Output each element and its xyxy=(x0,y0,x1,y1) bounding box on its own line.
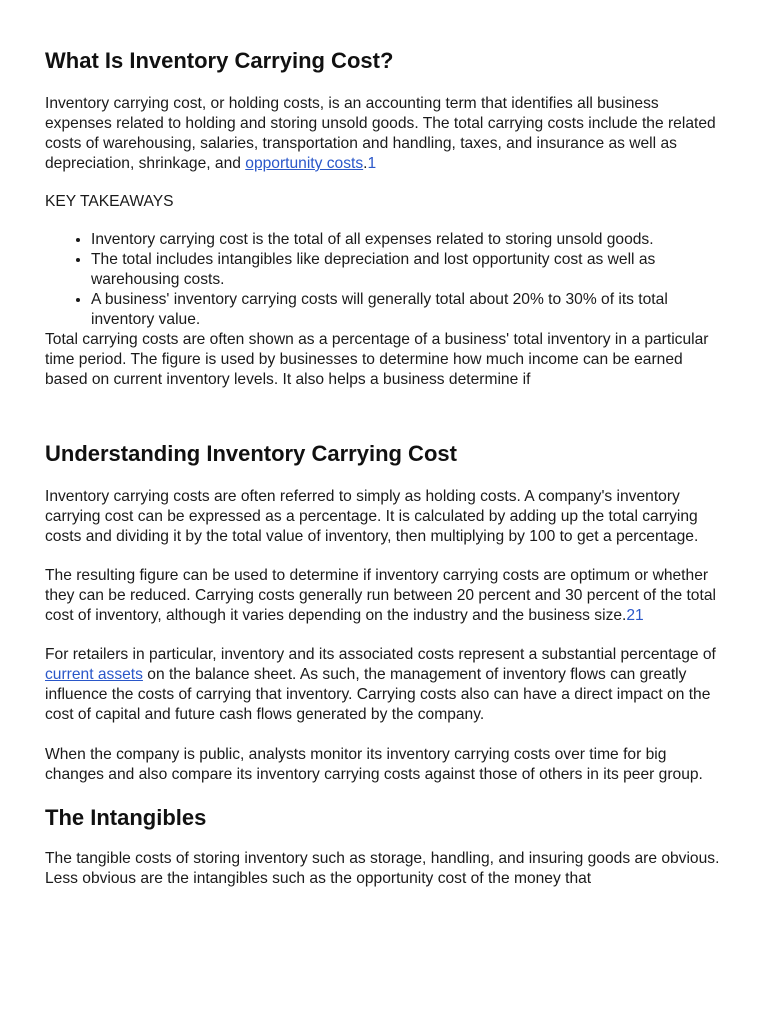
section-title-what-is: What Is Inventory Carrying Cost? xyxy=(45,48,394,73)
key-takeaways-label: KEY TAKEAWAYS xyxy=(45,193,174,210)
document-page xyxy=(45,0,725,889)
citation-ref-21[interactable]: 21 xyxy=(626,607,644,624)
understanding-paragraph-3-before: For retailers in particular, inventory and its associated costs represent a substantial percentage of xyxy=(45,646,716,663)
opportunity-costs-link[interactable]: opportunity costs xyxy=(245,155,364,172)
takeaway-item: • Inventory carrying cost is the total of all expenses related to storing unsold goods. xyxy=(91,230,725,250)
intro-paragraph xyxy=(45,94,725,174)
intro-period: . xyxy=(363,155,368,172)
takeaways-list xyxy=(45,230,725,330)
understanding-paragraph-3 xyxy=(45,645,725,725)
intro-text: Inventory carrying cost, or holding costs, is an accounting term that identifies all business expenses related to holding and storing unsold goods. The total carrying costs include the related costs of warehousing, salaries, transportation and handling, taxes, and insurance as well as depreciation, shrinkage, and xyxy=(45,95,716,172)
understanding-paragraph-2 xyxy=(45,566,725,626)
understanding-paragraph-2-text: The resulting figure can be used to determine if inventory carrying costs are optimum or whether they can be reduced. Carrying costs generally run between 20 percent and 30 percent of the total cost of inventory, although it varies depending on the industry and the business size. xyxy=(45,567,716,624)
understanding-paragraph-4: When the company is public, analysts monitor its inventory carrying costs over time for big changes and also compare its inventory carrying costs against those of others in its peer group. xyxy=(45,746,703,783)
intangibles-paragraph-1: The tangible costs of storing inventory such as storage, handling, and insuring goods are obvious. Less obvious are the intangibles such as the opportunity cost of the money that xyxy=(45,850,720,887)
takeaway-item: • A business' inventory carrying costs will generally total about 20% to 30% of its total inventory value. xyxy=(91,290,725,330)
section-title-intangibles: The Intangibles xyxy=(45,805,207,830)
total-costs-paragraph: Total carrying costs are often shown as a percentage of a business' total inventory in a particular time period. The figure is used by businesses to determine how much income can be earned based on current inventory levels. It also helps a business determine if xyxy=(45,331,709,388)
takeaway-item: • The total includes intangibles like depreciation and lost opportunity cost as well as warehousing costs. xyxy=(91,250,725,290)
understanding-paragraph-1: Inventory carrying costs are often referred to simply as holding costs. A company's inventory carrying cost can be expressed as a percentage. It is calculated by adding up the total carrying costs and dividing it by the total value of inventory, then multiplying by 100 to get a percentage. xyxy=(45,488,699,545)
understanding-paragraph-3-after: on the balance sheet. As such, the management of inventory flows can greatly influence the costs of carrying that inventory. Carrying costs also can have a direct impact on the cost of capital and future cash flows generated by the company. xyxy=(45,666,711,723)
current-assets-link[interactable]: current assets xyxy=(45,666,143,683)
section-title-understanding: Understanding Inventory Carrying Cost xyxy=(45,441,457,466)
citation-ref-1[interactable]: 1 xyxy=(367,155,377,172)
